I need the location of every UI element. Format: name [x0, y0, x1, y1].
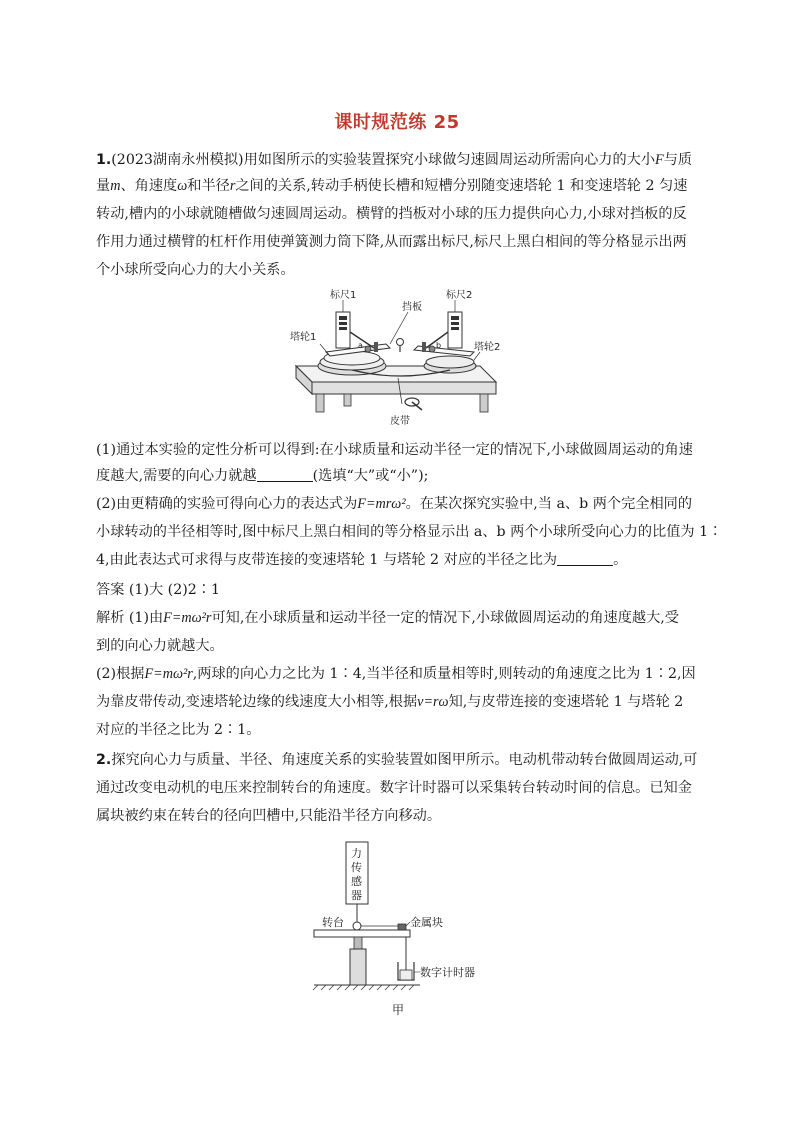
analysis-line-4: 为靠皮带传动,变速塔轮边缘的线速度大小相等,根据v=rω知,与皮带连接的变速塔轮 1 与塔轮 2 — [96, 694, 684, 710]
q1-line-2: 量m、角速度ω和半径r之间的关系,转动手柄使长槽和短槽分别随变速塔轮 1 和变速塔轮 2 匀速 — [96, 178, 688, 194]
label-ball-b: b — [436, 341, 442, 350]
sensor-char-1: 力 — [351, 847, 362, 860]
sensor-char-4: 器 — [351, 889, 362, 902]
q1-line-3: 转动,槽内的小球就随槽做匀速圆周运动。横臂的挡板对小球的压力提供向心力,小球对挡板的反 — [96, 206, 687, 222]
q1-number: 1. — [96, 152, 112, 168]
analysis-line-2: 到的向心力就越大。 — [96, 638, 224, 654]
q1-part2-line-1: (2)由更精确的实验可得向心力的表达式为F=mrω²。在某次探究实验中,当 a、b 两个完全相同的 — [96, 496, 693, 512]
label-turntable: 转台 — [322, 916, 344, 929]
answer-blank-1[interactable] — [257, 467, 313, 482]
centripetal-apparatus-figure — [290, 286, 520, 431]
analysis-line-3: (2)根据F=mω²r,两球的向心力之比为 1∶4,当半径和质量相等时,则转动的角速度之比为 1∶2,因 — [96, 666, 696, 682]
label-metal-block: 金属块 — [410, 916, 443, 929]
label-tower-wheel-2: 塔轮2 — [474, 342, 501, 353]
figure-caption: 甲 — [392, 1003, 405, 1017]
label-belt: 皮带 — [390, 416, 410, 427]
label-ball-a: a — [358, 341, 363, 350]
q2-line-2: 通过改变电动机的电压来控制转台的角速度。数字计时器可以采集转台转动时间的信息。已知金 — [96, 780, 692, 796]
sensor-char-3: 感 — [351, 875, 362, 888]
q1-part2-line-2: 小球转动的半径相等时,图中标尺上黑白相间的等分格显示出 a、b 两个小球所受向心力的比值为 1∶ — [96, 524, 723, 540]
sensor-char-2: 传 — [351, 861, 362, 874]
analysis-line-5: 对应的半径之比为 2∶1。 — [96, 722, 261, 738]
answer-line: 答案 (1)大 (2)2∶1 — [96, 582, 221, 598]
q1-line-1: 1.(2023湖南永州模拟)用如图所示的实验装置探究小球做匀速圆周运动所需向心力的大小F与质 — [96, 152, 693, 168]
label-scale-2: 标尺2 — [446, 290, 473, 301]
q1-part1-line-1: (1)通过本实验的定性分析可以得到:在小球质量和运动半径一定的情况下,小球做圆周运动的角速 — [96, 442, 693, 458]
label-tower-wheel-1: 塔轮1 — [290, 332, 317, 343]
q1-part2-line-3: 4,由此表达式可求得与皮带连接的变速塔轮 1 与塔轮 2 对应的半径之比为 。 — [96, 552, 628, 568]
answer-blank-2[interactable] — [557, 551, 613, 566]
q1-line-4: 作用力通过横臂的杠杆作用使弹簧测力筒下降,从而露出标尺,标尺上黑白相间的等分格显示出两 — [96, 234, 687, 250]
q1-line-5: 个小球所受向心力的大小关系。 — [96, 262, 295, 278]
q2-line-1: 2.探究向心力与质量、半径、角速度关系的实验装置如图甲所示。电动机带动转台做圆周运动,可 — [96, 752, 698, 768]
analysis-line-1: 解析 (1)由F=mω²r可知,在小球质量和运动半径一定的情况下,小球做圆周运动的角速度越大,受 — [96, 610, 679, 626]
page-title: 课时规范练 25 — [334, 112, 460, 133]
q2-line-3: 属块被约束在转台的径向凹槽中,只能沿半径方向移动。 — [96, 808, 442, 824]
q1-part1-line-2: 度越大,需要的向心力就越 (选填“大”或“小”); — [96, 468, 429, 484]
label-digital-timer: 数字计时器 — [420, 966, 475, 979]
label-baffle: 挡板 — [402, 302, 422, 313]
label-scale-1: 标尺1 — [330, 290, 357, 301]
turntable-setup-figure — [310, 838, 500, 1020]
q2-number: 2. — [96, 752, 112, 768]
